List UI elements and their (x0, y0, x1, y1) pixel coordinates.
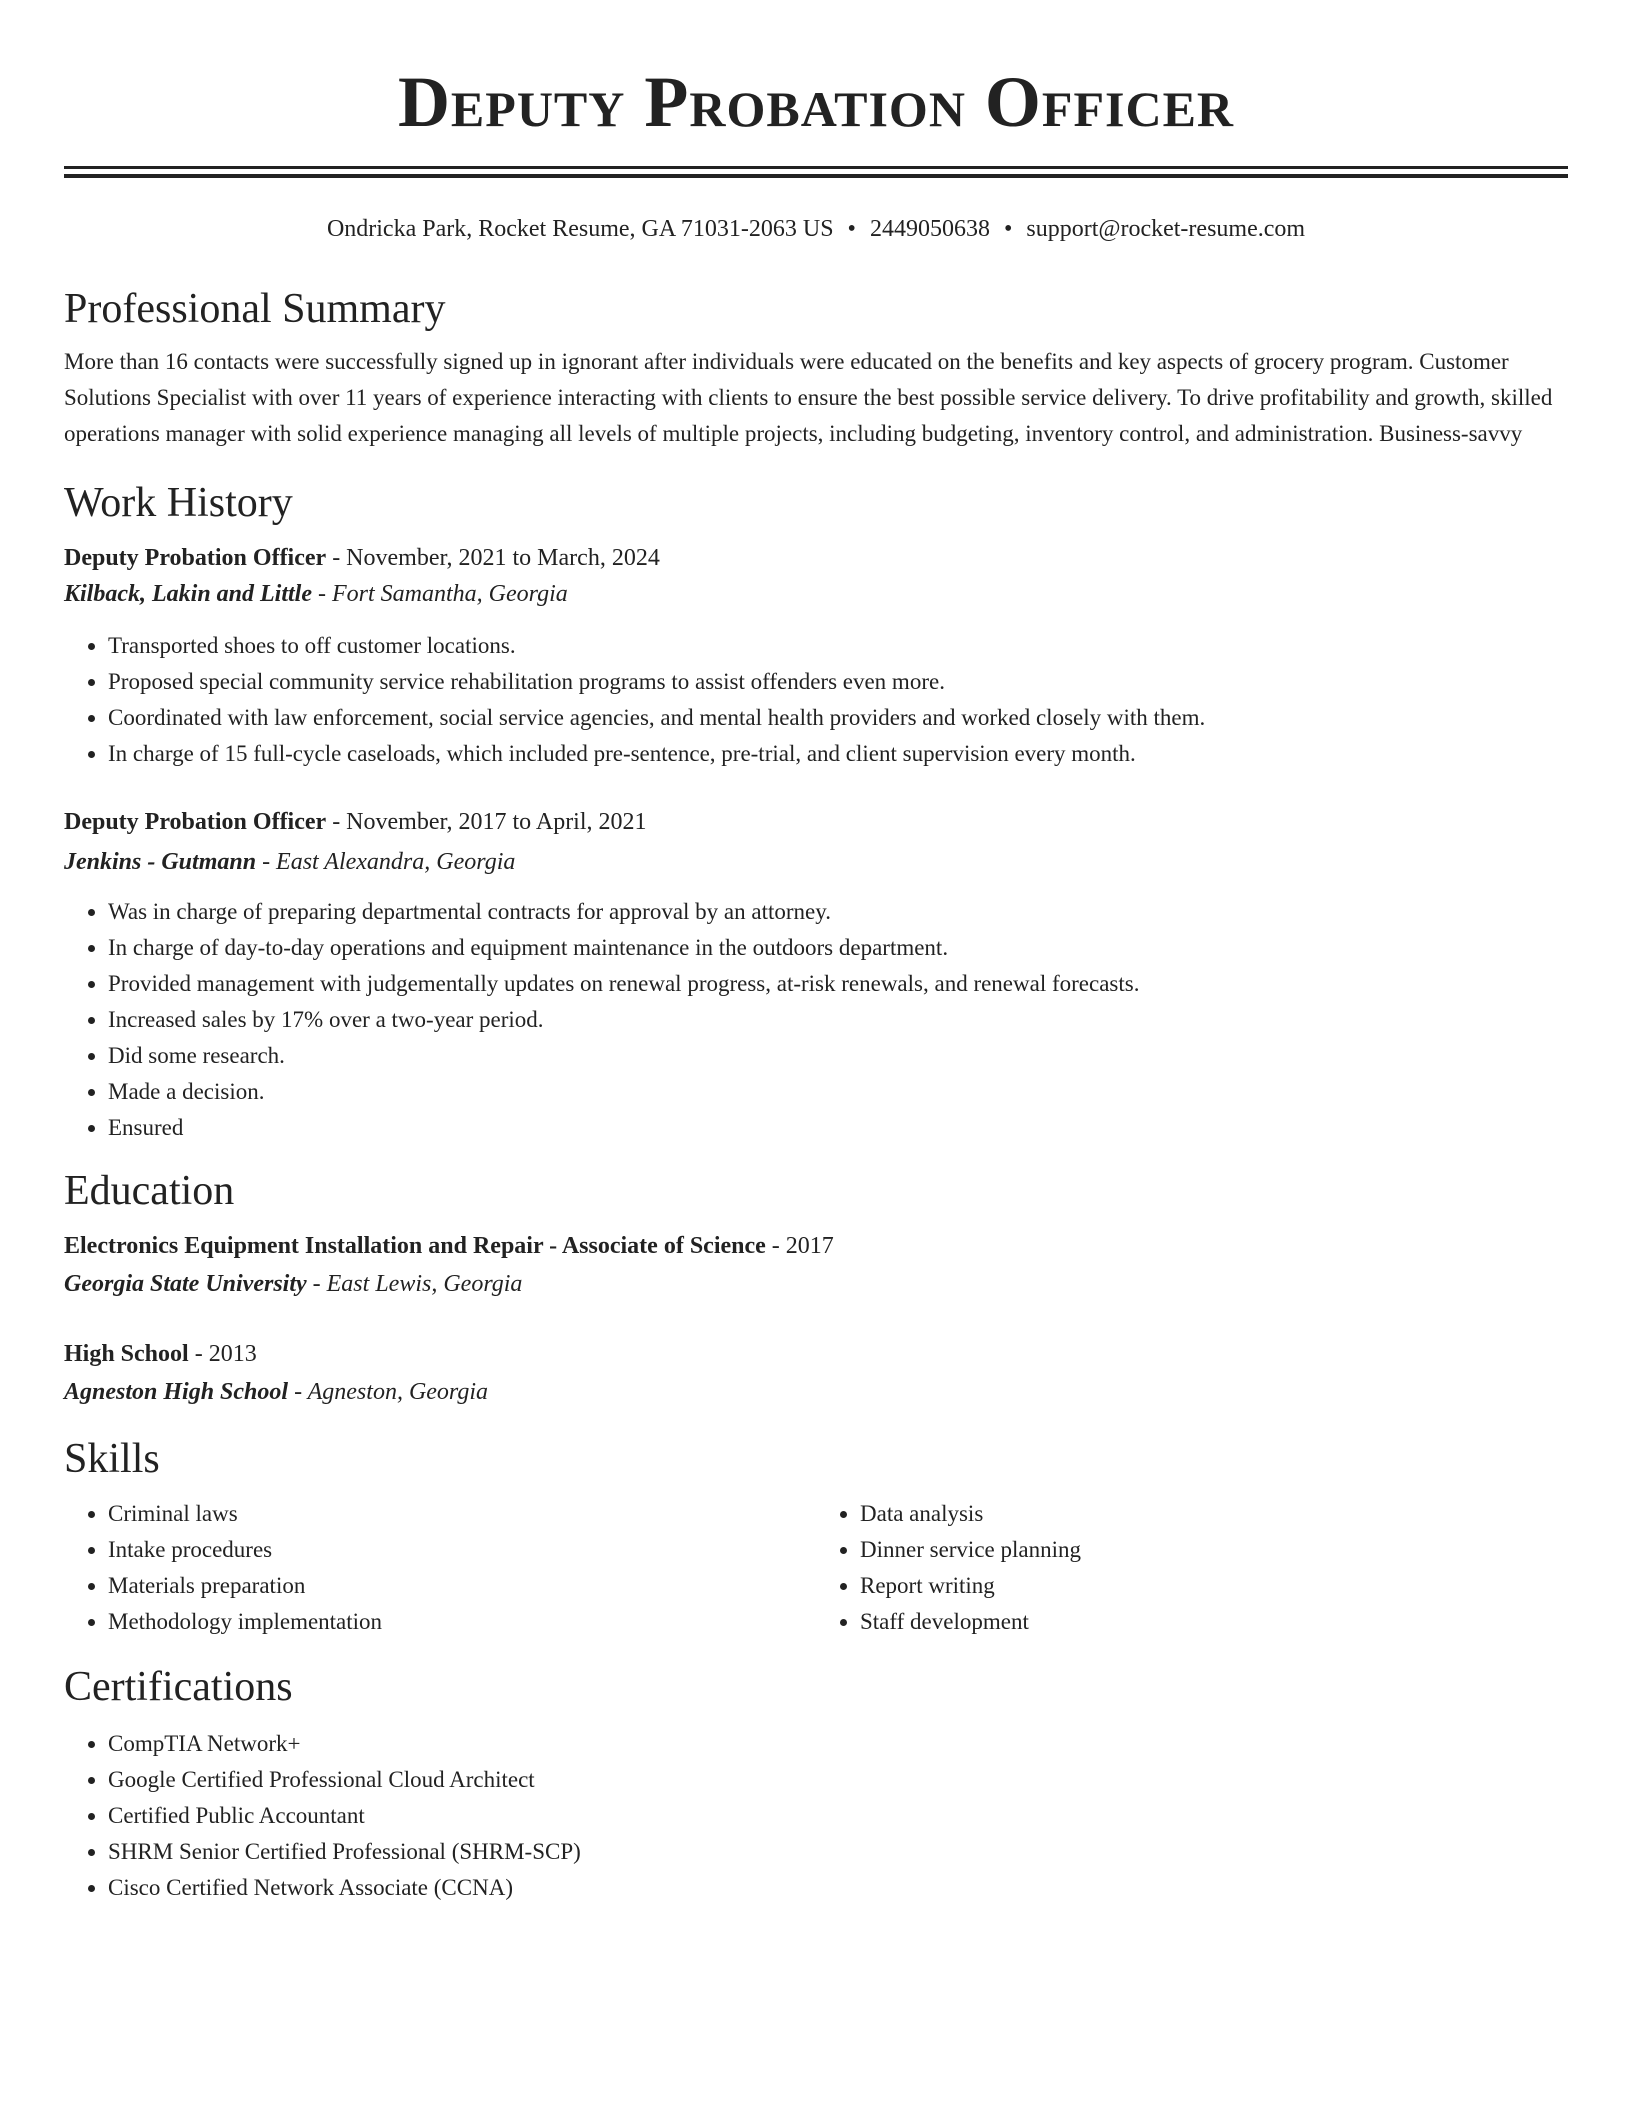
summary-heading: Professional Summary (64, 286, 446, 332)
education-school-line (64, 1374, 1568, 1410)
job-entry (64, 540, 1568, 772)
education-location: - Agneston, Georgia (288, 1379, 489, 1405)
list-item: • In charge of day-to-day operations and equipment maintenance in the outdoors department. (108, 930, 1568, 966)
contact-separator: • (1003, 216, 1013, 242)
list-item: • Coordinated with law enforcement, social service agencies, and mental health providers and worked closely with them. (108, 700, 1568, 736)
job-location: - East Alexandra, Georgia (256, 849, 516, 875)
contact-email: support@rocket-resume.com (1026, 216, 1306, 242)
resume-page (64, 0, 1568, 1906)
education-degree-line (64, 1336, 1568, 1372)
job-dates: - November, 2021 to March, 2024 (326, 545, 660, 571)
certifications-heading: Certifications (64, 1664, 293, 1710)
job-company: Kilback, Lakin and Little (64, 581, 313, 607)
list-item: • Provided management with judgementally updates on renewal progress, at-risk renewals, and renewal forecasts. (108, 966, 1568, 1002)
contact-separator: • (847, 216, 856, 242)
job-duties-list (64, 894, 1568, 1146)
certifications-list (64, 1726, 1568, 1906)
list-item: • Was in charge of preparing departmental contracts for approval by an attorney. (108, 894, 1568, 930)
list-item: • Methodology implementation (108, 1604, 816, 1640)
job-location: - Fort Samantha, Georgia (312, 581, 568, 607)
education-degree-line (64, 1228, 1568, 1264)
education-entry (64, 1336, 1568, 1410)
education-heading: Education (64, 1168, 235, 1214)
summary-text: More than 16 contacts were successfully signed up in ignorant after individuals were educated on the benefits and key aspects of grocery program. Customer Solutions Specialist with over 11 years of experience interacting with clients to ensure the best possible service delivery. To drive profitability and growth, skilled operations manager with solid experience managing all levels of multiple projects, including budgeting, inventory control, and administration. Business-savvy (64, 349, 1553, 446)
work-history-heading: Work History (64, 480, 293, 526)
title-divider (64, 166, 1568, 178)
list-item: • Staff development (860, 1604, 1568, 1640)
education-year: - 2017 (765, 1233, 834, 1259)
job-title-line (64, 804, 1568, 840)
education-year: - 2013 (188, 1341, 257, 1367)
list-item: • Intake procedures (108, 1532, 816, 1568)
contact-address: Ondricka Park, Rocket Resume, GA 71031-2063 US (326, 216, 834, 242)
job-title-line (64, 540, 1568, 576)
job-title: Deputy Probation Officer (64, 809, 327, 835)
job-title: Deputy Probation Officer (64, 545, 327, 571)
education-degree: High School (64, 1341, 189, 1367)
education-school: Agneston High School (64, 1379, 289, 1405)
job-company-line (64, 576, 1568, 612)
education-location: - East Lewis, Georgia (306, 1271, 523, 1297)
list-item: • Increased sales by 17% over a two-year period. (108, 1002, 1568, 1038)
job-entry (64, 804, 1568, 1146)
list-item: • In charge of 15 full-cycle caseloads, which included pre-sentence, pre-trial, and client supervision every month. (108, 736, 1568, 772)
list-item: • Dinner service planning (860, 1532, 1568, 1568)
resume-title: Deputy Probation Officer (397, 62, 1235, 142)
education-school: Georgia State University (64, 1271, 307, 1297)
list-item: • Report writing (860, 1568, 1568, 1604)
contact-phone: 2449050638 (869, 216, 990, 242)
list-item: • Materials preparation (108, 1568, 816, 1604)
job-company-line (64, 844, 1568, 880)
list-item: • Certified Public Accountant (108, 1798, 1568, 1834)
list-item: • Did some research. (108, 1038, 1568, 1074)
list-item: • Cisco Certified Network Associate (CCNA) (108, 1870, 1568, 1906)
skills-columns (64, 1496, 1568, 1640)
skills-heading: Skills (64, 1436, 160, 1482)
list-item: • CompTIA Network+ (108, 1726, 1568, 1762)
contact-line (64, 214, 1568, 244)
list-item: • Made a decision. (108, 1074, 1568, 1110)
skills-list-left (64, 1496, 816, 1640)
education-entry (64, 1228, 1568, 1302)
skills-list-right (816, 1496, 1568, 1640)
list-item: • Criminal laws (108, 1496, 816, 1532)
job-company: Jenkins - Gutmann (64, 849, 257, 875)
list-item: • SHRM Senior Certified Professional (SHRM-SCP) (108, 1834, 1568, 1870)
job-duties-list (64, 628, 1568, 772)
list-item: • Proposed special community service rehabilitation programs to assist offenders even more. (108, 664, 1568, 700)
job-dates: - November, 2017 to April, 2021 (326, 809, 647, 835)
list-item: • Transported shoes to off customer locations. (108, 628, 1568, 664)
list-item: • Ensured (108, 1110, 1568, 1146)
list-item: • Data analysis (860, 1496, 1568, 1532)
list-item: • Google Certified Professional Cloud Architect (108, 1762, 1568, 1798)
education-degree: Electronics Equipment Installation and Repair - Associate of Science (64, 1233, 766, 1259)
education-school-line (64, 1266, 1568, 1302)
